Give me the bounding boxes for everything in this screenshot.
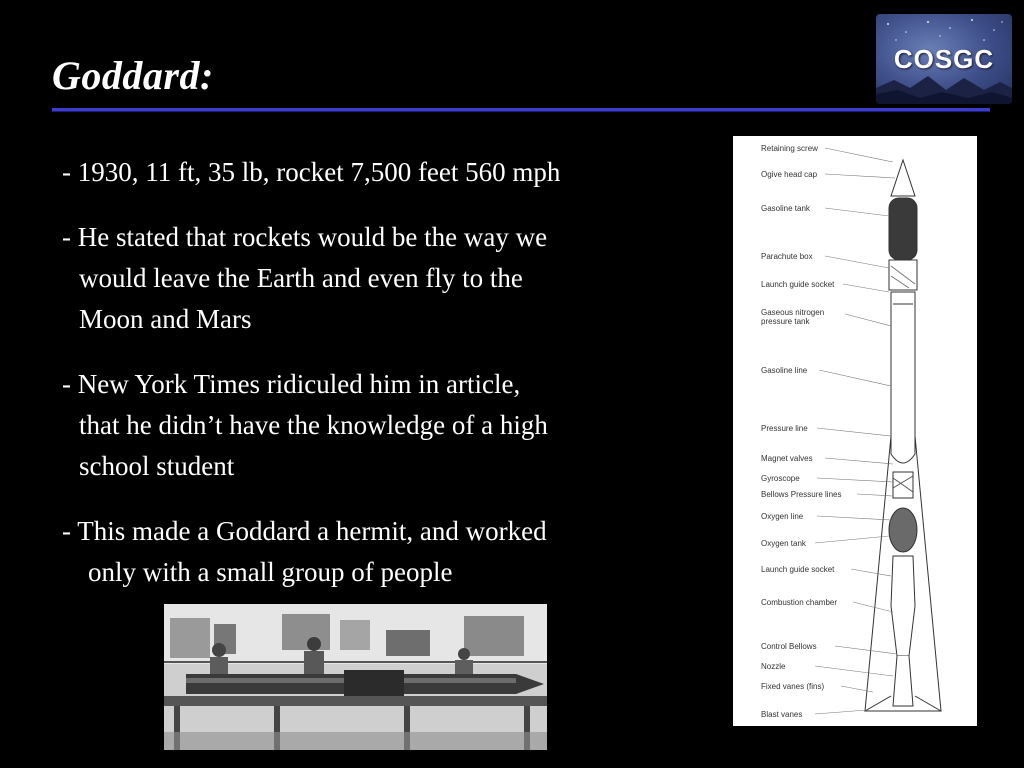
bullet-line: school student — [79, 451, 235, 481]
bullet-item — [62, 511, 712, 593]
diagram-label: Retaining screw — [761, 144, 818, 153]
diagram-label: Launch guide socket — [761, 280, 835, 289]
diagram-label: Gyroscope — [761, 474, 800, 483]
logo-text: COSGC — [893, 44, 995, 74]
diagram-label: Parachute box — [761, 252, 813, 261]
diagram-label: Blast vanes — [761, 710, 803, 719]
diagram-label: Magnet valves — [761, 454, 813, 463]
diagram-label: Nozzle — [761, 662, 786, 671]
bullet-list — [62, 152, 712, 617]
bullet-line: - This made a Goddard a hermit, and worked — [62, 516, 547, 546]
workshop-photo — [164, 604, 547, 750]
bullet-line: would leave the Earth and even fly to the — [79, 263, 523, 293]
diagram-label: Fixed vanes (fins) — [761, 682, 825, 691]
slide-title: Goddard: — [52, 53, 214, 98]
bullet-line: - 1930, 11 ft, 35 lb, rocket 7,500 feet 560 mph — [62, 157, 561, 187]
diagram-label: Ogive head cap — [761, 170, 818, 179]
diagram-label: Pressure line — [761, 424, 808, 433]
diagram-label: Gaseous nitrogen — [761, 308, 825, 317]
diagram-label: Combustion chamber — [761, 598, 838, 607]
diagram-label: Oxygen tank — [761, 539, 806, 548]
diagram-label: Gasoline line — [761, 366, 808, 375]
bullet-line: - New York Times ridiculed him in article, — [62, 369, 521, 399]
diagram-label: Control Bellows — [761, 642, 817, 651]
bullet-line: only with a small group of people — [88, 557, 453, 587]
bullet-line: that he didn’t have the knowledge of a high — [79, 410, 548, 440]
diagram-label: Launch guide socket — [761, 565, 835, 574]
bullet-line: Moon and Mars — [79, 304, 252, 334]
bullet-item — [62, 217, 712, 340]
title-divider — [52, 108, 990, 111]
rocket-diagram — [733, 136, 977, 726]
diagram-label: Oxygen line — [761, 512, 804, 521]
diagram-label: pressure tank — [761, 317, 810, 326]
diagram-label: Bellows Pressure lines — [761, 490, 842, 499]
bullet-line: - He stated that rockets would be the way we — [62, 222, 548, 252]
diagram-label: Gasoline tank — [761, 204, 810, 213]
bullet-item — [62, 152, 712, 193]
cosgc-logo — [876, 14, 1012, 104]
bullet-item — [62, 364, 712, 487]
workshop-photo-graphic — [164, 604, 547, 750]
